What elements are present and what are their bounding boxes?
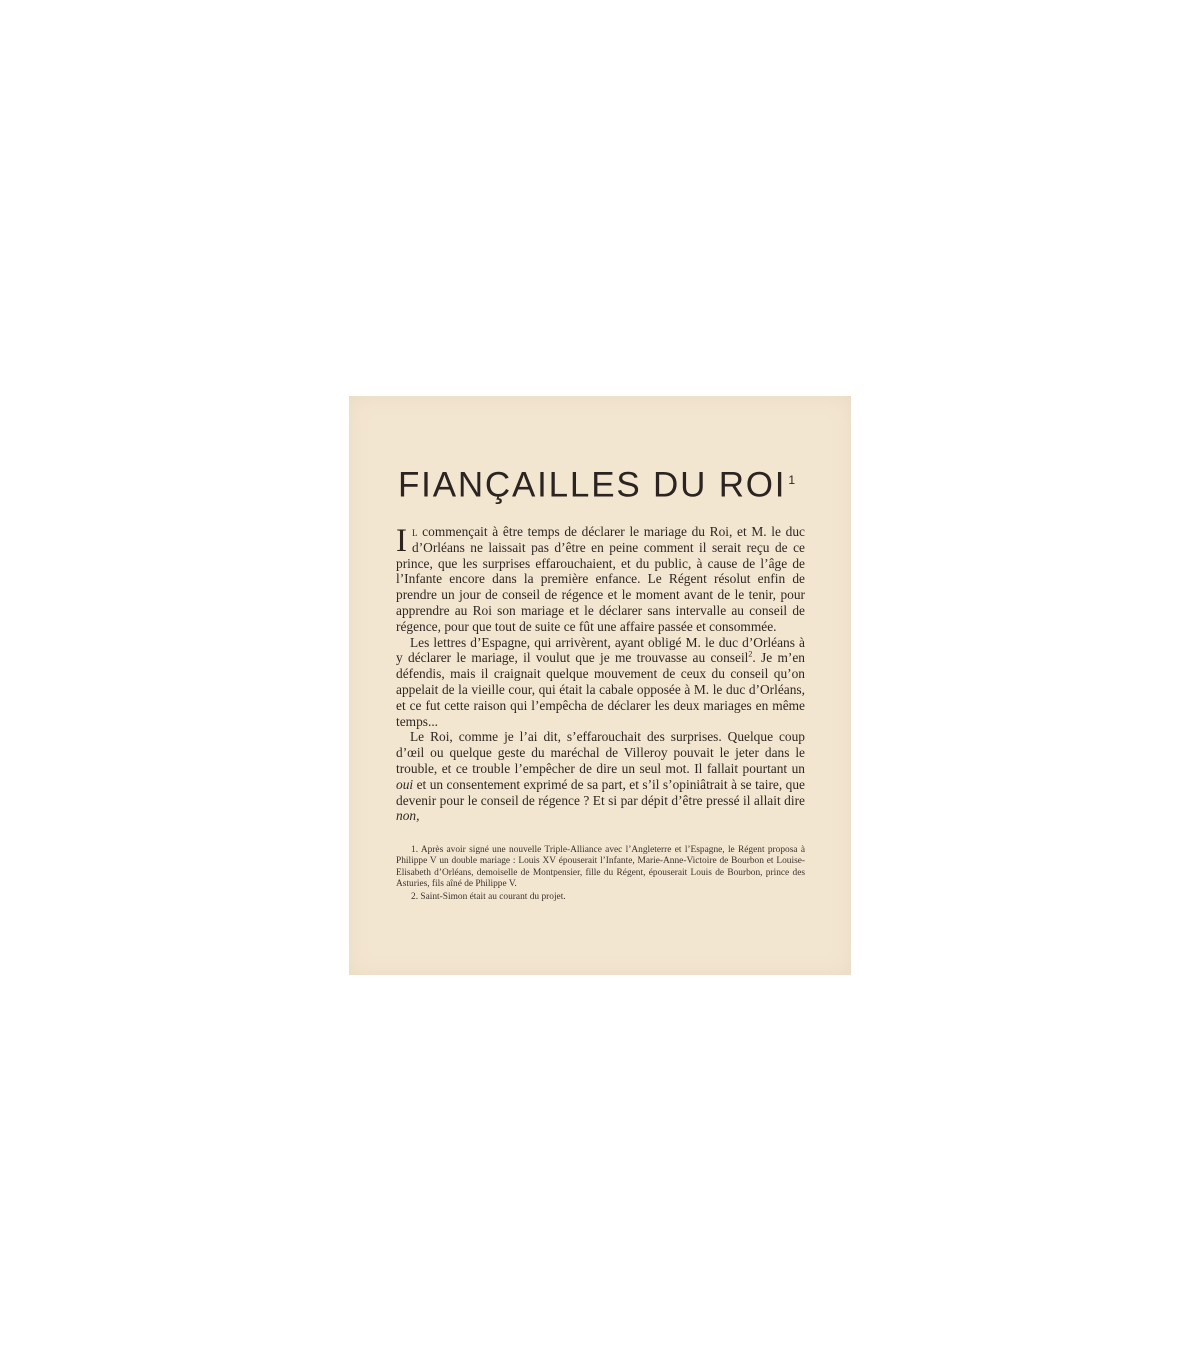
paragraph-1 xyxy=(396,524,805,635)
footnote-1 xyxy=(396,845,805,891)
book-page xyxy=(349,396,851,975)
footnote-1-number: 1. xyxy=(411,845,419,855)
footnote-ref-2: 2 xyxy=(748,649,753,659)
paragraph-1-text: commençait à être temps de déclarer le mariage du Roi, et M. le duc d’Orléans ne laissait pas d’être en peine comment il serait reçu de ce prince, que les surprises effarouchaient, et du public, à cause de l’âge de l’Infante encore dans la première enfance. Le Régent résolut enfin de prendre un jour de conseil de régence et le moment avant de le tenir, pour apprendre au Roi son mariage et le déclarer sans intervalle au conseil de régence, pour que tout de suite ce fût une affaire passée et consommée. xyxy=(396,524,805,634)
word-non: non, xyxy=(396,808,420,824)
footnotes xyxy=(396,845,805,904)
chapter-title-text: FIANÇAILLES DU ROI xyxy=(398,465,787,505)
footnote-2-number: 2. xyxy=(411,891,419,902)
chapter-title xyxy=(398,459,795,507)
word-oui: oui xyxy=(396,776,414,792)
footnote-2 xyxy=(396,892,805,903)
paragraph-1-lead: l xyxy=(412,524,418,539)
paragraph-3-text-b: et un consentement exprimé de sa part, et s’il s’opiniâtrait à se taire, que devenir pour le conseil de régence ? Et si par dépit d’être pressé il allait dire xyxy=(396,776,805,808)
body-text xyxy=(396,524,805,824)
paragraph-2-text-a: Les lettres d’Espagne, qui arrivèrent, ayant obligé M. le duc d’Orléans à y déclarer le mariage, il voulut que je me trouvasse au conseil xyxy=(396,634,805,666)
paragraph-3-text-a: Le Roi, comme je l’ai dit, s’effarouchait des surprises. Quelque coup d’œil ou quelque geste du maréchal de Villeroy pouvait le jeter dans le trouble, et ce trouble l’empêcher de dire un seul mot. Il fallait pourtant un xyxy=(396,729,805,776)
paragraph-2 xyxy=(396,635,805,730)
footnote-2-text: Saint-Simon était au courant du projet. xyxy=(420,891,566,902)
paragraph-3 xyxy=(396,729,805,824)
footnote-1-text: Après avoir signé une nouvelle Triple-Alliance avec l’Angleterre et l’Espagne, le Régent proposa à Philippe V un double mariage : Louis XV épouserait l’Infante, Marie-Anne-Victoire de Bourbon et Louise-Elisabeth d’Orléans, demoiselle de Montpensier, fille du Régent, épouserait Louis de Bourbon, prince des Asturies, fils aîné de Philippe V. xyxy=(396,845,806,890)
title-note-marker: 1 xyxy=(788,473,796,487)
paragraph-2-text-b: . Je m’en défendis, mais il craignait quelque mouvement de ceux du conseil qu’on appelait de la vieille cour, qui était la cabale opposée à M. le duc d’Orléans, et ce fut cette raison qui l’empêcha de déclarer les deux mariages en même temps... xyxy=(396,650,806,729)
drop-cap: I xyxy=(396,523,407,559)
